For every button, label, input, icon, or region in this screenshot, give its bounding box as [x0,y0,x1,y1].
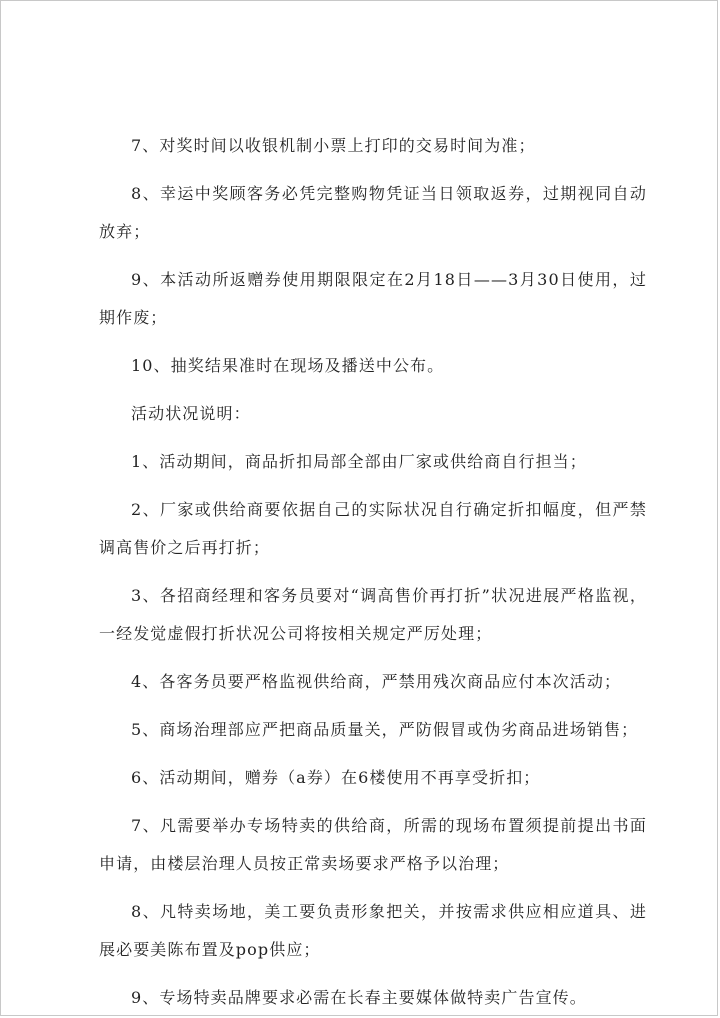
paragraph-rule-9-coupon-validity: 9、本活动所返赠券使用期限限定在2月18日——3月30日使用，过期作废； [99,270,647,327]
paragraph-rule-8-claim-coupon: 8、幸运中奖顾客务必凭完整购物凭证当日领取返券，过期视同自动放弃； [99,184,647,241]
paragraph-note-8: 8、凡特卖场地，美工要负责形象把关，并按需求供应相应道具、进展必要美陈布置及pop供应； [99,902,647,959]
section-heading-activity-notes: 活动状况说明： [131,404,251,423]
paragraph-rule-10-results: 10、抽奖结果准时在现场及播送中公布。 [131,356,445,375]
paragraph-note-6: 6、活动期间，赠券（a券）在6楼使用不再享受折扣； [131,768,541,787]
paragraph-note-1: 1、活动期间，商品折扣局部全部由厂家或供给商自行担当； [131,452,587,471]
document-body [99,127,647,1018]
paragraph-note-2: 2、厂家或供给商要依据自己的实际状况自行确定折扣幅度，但严禁调高售价之后再打折； [99,500,647,557]
paragraph-note-7: 7、凡需要举办专场特卖的供给商，所需的现场布置须提前提出书面申请，由楼层治理人员按正常卖场要求严格予以治理； [99,816,647,873]
paragraph-note-3: 3、各招商经理和客务员要对“调高售价再打折”状况进展严格监视，一经发觉虚假打折状况公司将按相关规定严厉处理； [99,586,647,643]
paragraph-note-9: 9、专场特卖品牌要求必需在长春主要媒体做特卖广告宣传。 [131,988,587,1007]
paragraph-note-4: 4、各客务员要严格监视供给商，严禁用残次商品应付本次活动； [131,672,622,691]
paragraph-note-5: 5、商场治理部应严把商品质量关，严防假冒或伪劣商品进场销售； [131,720,639,739]
paragraph-rule-7-redemption-time: 7、对奖时间以收银机制小票上打印的交易时间为准； [131,136,536,155]
